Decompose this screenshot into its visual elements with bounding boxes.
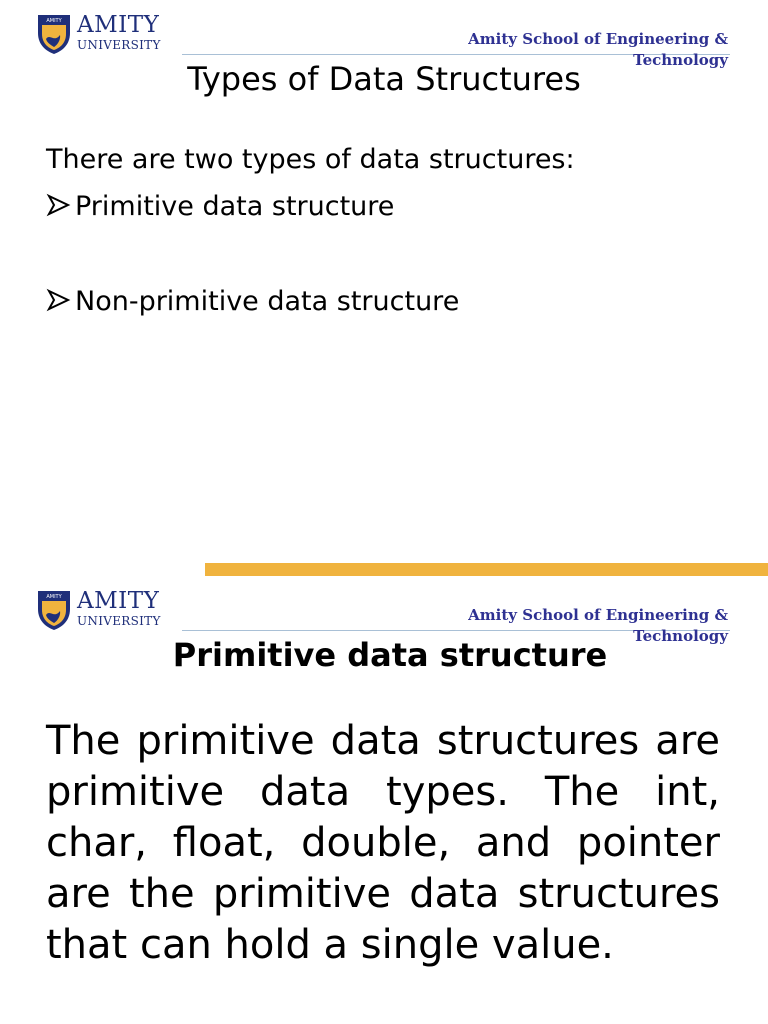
logo-subtitle: UNIVERSITY: [77, 614, 161, 628]
slide-title: Primitive data structure: [172, 636, 608, 674]
svg-text:AMITY: AMITY: [46, 18, 62, 24]
amity-logo: [36, 589, 176, 633]
school-name-line-1: Amity School of Engineering &: [468, 606, 728, 624]
logo-wordmark: AMITY: [77, 588, 160, 614]
bullet-item: [46, 191, 394, 222]
bullet-label: Non-primitive data structure: [75, 286, 460, 317]
logo-wordmark: AMITY: [77, 12, 160, 38]
slide-title: Types of Data Structures: [187, 60, 581, 98]
body-paragraph: The primitive data structures are primitive data types. The int, char, float, double, and pointer are the primitive data structures that can hold a single value.: [46, 718, 720, 968]
amity-shield-icon: [36, 13, 72, 55]
slide-primitive-data-structure: [0, 576, 768, 1024]
arrow-bullet-icon: [46, 288, 72, 314]
bullet-label: Primitive data structure: [75, 191, 395, 222]
arrow-bullet-icon: [46, 193, 72, 219]
slide-separator-bar: [205, 563, 768, 576]
school-name-line-2: Technology: [633, 627, 728, 645]
amity-shield-icon: [36, 589, 72, 631]
amity-logo: [36, 13, 176, 57]
logo-subtitle: UNIVERSITY: [77, 38, 161, 52]
svg-text:AMITY: AMITY: [46, 594, 62, 600]
school-name-line-2: Technology: [633, 51, 728, 69]
school-name-line-1: Amity School of Engineering &: [468, 30, 728, 48]
bullet-item: [46, 286, 459, 317]
intro-text: There are two types of data structures:: [46, 144, 575, 175]
